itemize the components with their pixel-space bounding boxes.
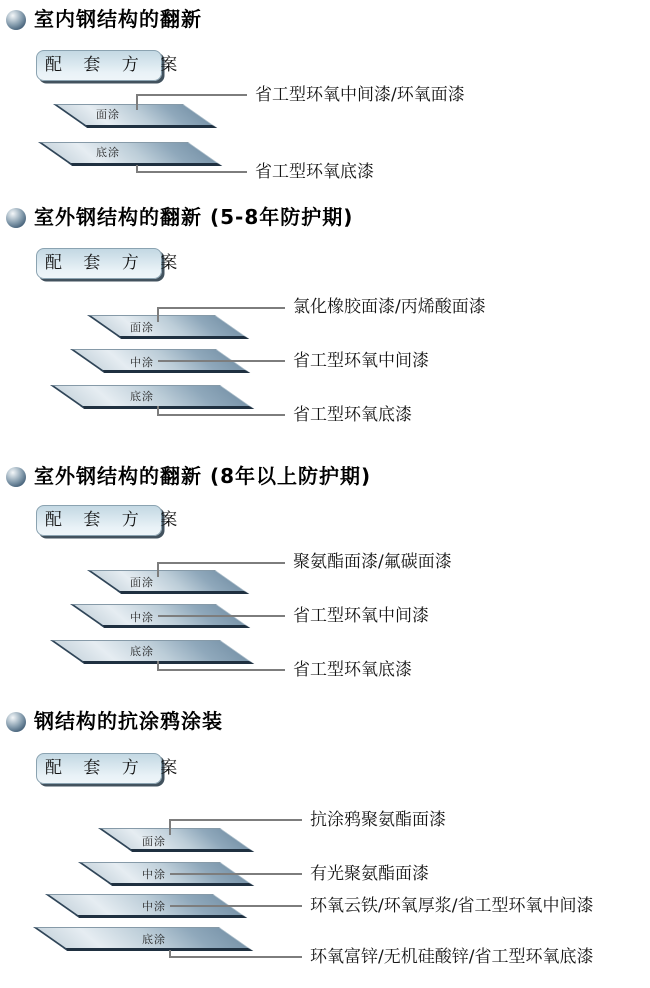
leader-line-horizontal	[170, 873, 302, 875]
coat-type-label: 中涂	[130, 356, 154, 369]
coating-plate	[33, 927, 215, 950]
leader-line-horizontal	[158, 615, 285, 617]
coat-type-label: 底涂	[130, 390, 154, 403]
section-title: 钢结构的抗涂鸦涂装	[34, 709, 223, 733]
scheme-badge: 配 套 方 案	[36, 248, 162, 279]
product-label: 省工型环氧底漆	[293, 405, 412, 425]
sphere-bullet-icon	[6, 467, 26, 487]
coat-type-label: 中涂	[142, 900, 166, 913]
leader-line-vertical	[157, 562, 159, 577]
leader-line-horizontal	[169, 819, 302, 821]
section-title: 室外钢结构的翻新 (8年以上防护期)	[34, 464, 372, 488]
leader-line-horizontal	[136, 94, 247, 96]
sphere-bullet-icon	[6, 712, 26, 732]
scheme-badge: 配 套 方 案	[36, 753, 162, 784]
product-label: 氯化橡胶面漆/丙烯酸面漆	[293, 297, 486, 317]
plate-face	[38, 142, 222, 166]
leader-line-horizontal	[136, 171, 247, 173]
leader-line-horizontal	[170, 905, 302, 907]
coat-type-label: 中涂	[142, 868, 166, 881]
product-label: 省工型环氧中间漆	[293, 606, 429, 626]
leader-line-horizontal	[157, 414, 285, 416]
leader-line-horizontal	[158, 360, 285, 362]
coat-type-label: 面涂	[130, 576, 154, 589]
plate-face	[87, 570, 249, 594]
product-label: 抗涂鸦聚氨酯面漆	[310, 810, 446, 830]
scheme-badge: 配 套 方 案	[36, 505, 162, 536]
coat-type-label: 中涂	[130, 611, 154, 624]
leader-line-vertical	[169, 819, 171, 835]
plate-face	[98, 828, 254, 852]
coat-type-label: 面涂	[130, 321, 154, 334]
product-label: 省工型环氧底漆	[255, 162, 374, 182]
product-label: 有光聚氨酯面漆	[310, 864, 429, 884]
section-title: 室外钢结构的翻新 (5-8年防护期)	[34, 205, 354, 229]
leader-line-horizontal	[157, 669, 285, 671]
product-label: 省工型环氧中间漆	[293, 351, 429, 371]
product-label: 环氧云铁/环氧厚浆/省工型环氧中间漆	[310, 896, 594, 916]
product-label: 聚氨酯面漆/氟碳面漆	[293, 552, 452, 572]
sphere-bullet-icon	[6, 10, 26, 30]
sphere-bullet-icon	[6, 208, 26, 228]
product-label: 省工型环氧底漆	[293, 660, 412, 680]
coat-type-label: 面涂	[142, 835, 166, 848]
coat-type-label: 底涂	[96, 146, 120, 159]
plate-face	[87, 315, 249, 339]
leader-line-horizontal	[157, 562, 285, 564]
leader-line-vertical	[136, 94, 138, 110]
coat-type-label: 底涂	[142, 933, 166, 946]
coat-type-label: 面涂	[96, 108, 120, 121]
leader-line-horizontal	[157, 307, 285, 309]
product-label: 省工型环氧中间漆/环氧面漆	[255, 85, 465, 105]
coat-type-label: 底涂	[130, 645, 154, 658]
product-label: 环氧富锌/无机硅酸锌/省工型环氧底漆	[310, 947, 594, 967]
leader-line-vertical	[157, 307, 159, 322]
leader-line-horizontal	[169, 956, 302, 958]
section-title: 室内钢结构的翻新	[34, 7, 202, 31]
scheme-badge: 配 套 方 案	[36, 50, 162, 81]
